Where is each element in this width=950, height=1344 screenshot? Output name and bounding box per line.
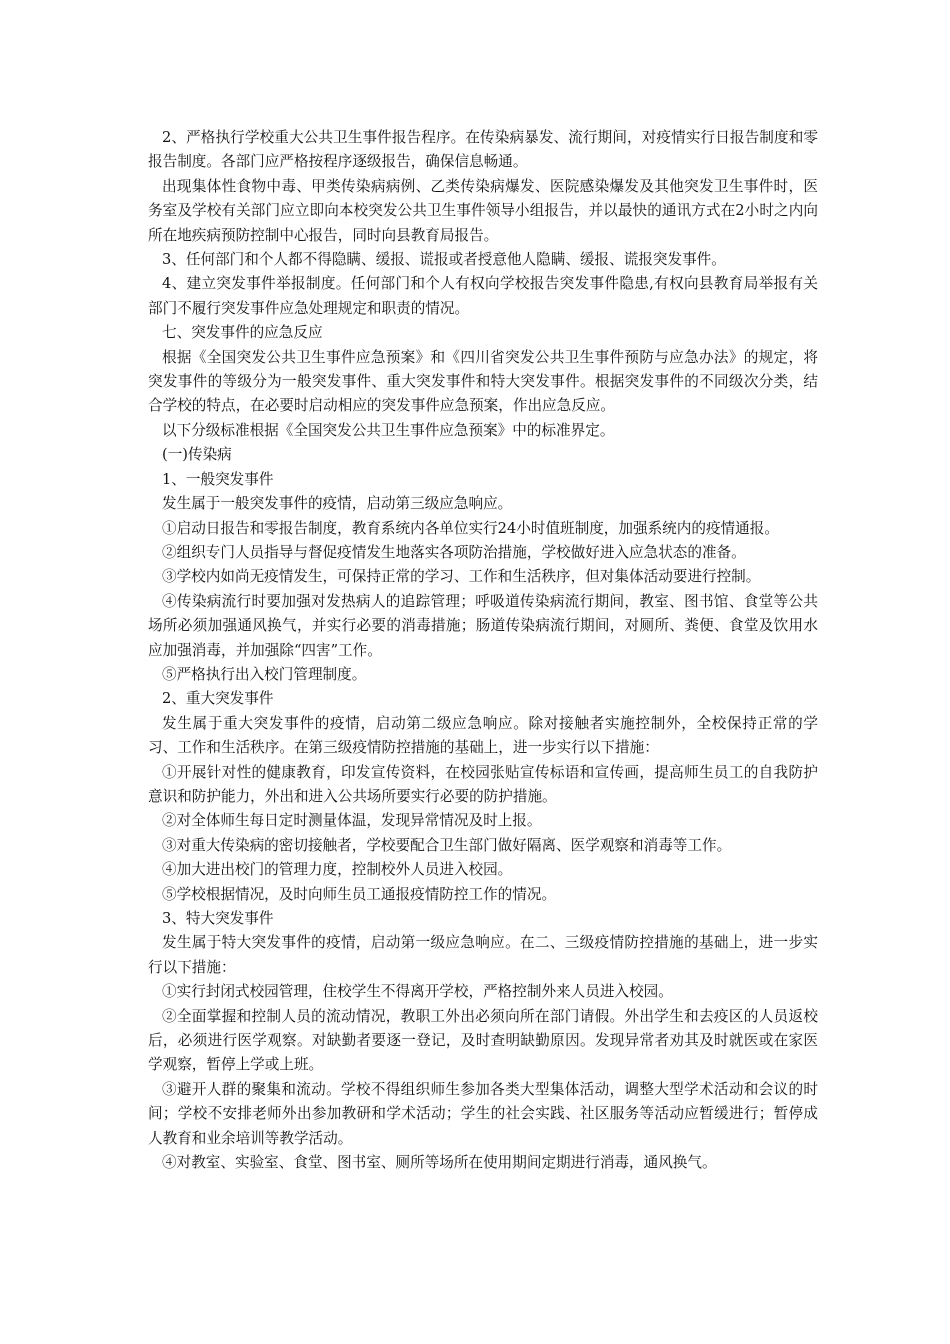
list-item: ③避开人群的聚集和流动。学校不得组织师生参加各类大型集体活动，调整大型学术活动和会议的时间；学校不安排老师外出参加教研和学术活动；学生的社会实践、社区服务等活动应暂缓进行；暂停成人教育和业余培训等教学活动。 (148, 1080, 818, 1147)
list-item: ③学校内如尚无疫情发生，可保持正常的学习、工作和生活秩序，但对集体活动要进行控制。 (162, 568, 761, 586)
paragraph: 以下分级标准根据《全国突发公共卫生事件应急预案》中的标准界定。 (162, 421, 615, 439)
subsection-heading: 2、重大突发事件 (162, 690, 274, 708)
section-heading: 七、突发事件的应急反应 (162, 324, 323, 342)
list-item: ①启动日报告和零报告制度，教育系统内各单位实行24小时值班制度，加强系统内的疫情通报。 (162, 519, 779, 537)
list-item: ④加大进出校门的管理力度，控制校外人员进入校园。 (162, 861, 513, 879)
subsection-heading: 3、特大突发事件 (162, 910, 274, 927)
document-page (148, 126, 818, 1175)
paragraph: 发生属于特大突发事件的疫情，启动第一级应急响应。在二、三级疫情防控措施的基础上，进一步实行以下措施： (148, 934, 818, 976)
paragraph: 发生属于重大突发事件的疫情，启动第二级应急响应。除对接触者实施控制外，全校保持正常的学习、工作和生活秩序。在第三级疫情防控措施的基础上，进一步实行以下措施： (148, 714, 818, 757)
list-item: ①开展针对性的健康教育，印发宣传资料，在校园张贴宣传标语和宣传画，提高师生员工的自我防护意识和防护能力，外出和进入公共场所要实行必要的防护措施。 (148, 763, 818, 805)
list-item: ⑤严格执行出入校门管理制度。 (162, 665, 367, 683)
paragraph: 根据《全国突发公共卫生事件应急预案》和《四川省突发公共卫生事件预防与应急办法》的规定，将突发事件的等级分为一般突发事件、重大突发事件和特大突发事件。根据突发事件的不同级次分类，结合学校的特点，在必要时启动相应的突发事件应急预案，作出应急反应。 (148, 348, 818, 415)
list-item: ②对全体师生每日定时测量体温，发现异常情况及时上报。 (162, 812, 542, 830)
list-item: ④对教室、实验室、食堂、图书室、厕所等场所在使用期间定期进行消毒，通风换气。 (162, 1154, 717, 1172)
paragraph: 4、建立突发事件举报制度。任何部门和个人有权向学校报告突发事件隐患,有权向县教育局举报有关部门不履行突发事件应急处理规定和职责的情况。 (148, 275, 818, 317)
paragraph: 2、严格执行学校重大公共卫生事件报告程序。在传染病暴发、流行期间，对疫情实行日报告制度和零报告制度。各部门应严格按程序逐级报告，确保信息畅通。 (148, 129, 818, 171)
list-item: ②全面掌握和控制人员的流动情况，教职工外出必须向所在部门请假。外出学生和去疫区的人员返校后，必须进行医学观察。对缺勤者要逐一登记，及时查明缺勤原因。发现异常者劝其及时就医或在家医学观察，暂停上学或上班。 (148, 1007, 818, 1074)
list-item: ④传染病流行时要加强对发热病人的追踪管理；呼吸道传染病流行期间，教室、图书馆、食堂等公共场所必须加强通风换气，并实行必要的消毒措施；肠道传染病流行期间，对厕所、粪便、食堂及饮用水应加强消毒，并加强除“四害”工作。 (148, 592, 818, 659)
paragraph: 发生属于一般突发事件的疫情，启动第三级应急响应。 (162, 495, 513, 513)
subsection-heading: 1、一般突发事件 (162, 470, 274, 488)
paragraph: 出现集体性食物中毒、甲类传染病病例、乙类传染病爆发、医院感染爆发及其他突发卫生事件时，医务室及学校有关部门应立即向本校突发公共卫生事件领导小组报告，并以最快的通讯方式在2小时之内向所在地疾病预防控制中心报告，同时向县教育局报告。 (148, 177, 818, 244)
list-item: ⑤学校根据情况，及时向师生员工通报疫情防控工作的情况。 (162, 885, 557, 903)
list-item: ③对重大传染病的密切接触者，学校要配合卫生部门做好隔离、医学观察和消毒等工作。 (162, 836, 732, 854)
list-item: ②组织专门人员指导与督促疫情发生地落实各项防治措施，学校做好进入应急状态的准备。 (162, 543, 746, 561)
list-item: ①实行封闭式校园管理，住校学生不得离开学校，严格控制外来人员进入校园。 (162, 983, 673, 1001)
subsection-heading: (一)传染病 (162, 446, 232, 464)
paragraph: 3、任何部门和个人都不得隐瞒、缓报、谎报或者授意他人隐瞒、缓报、谎报突发事件。 (162, 251, 726, 269)
